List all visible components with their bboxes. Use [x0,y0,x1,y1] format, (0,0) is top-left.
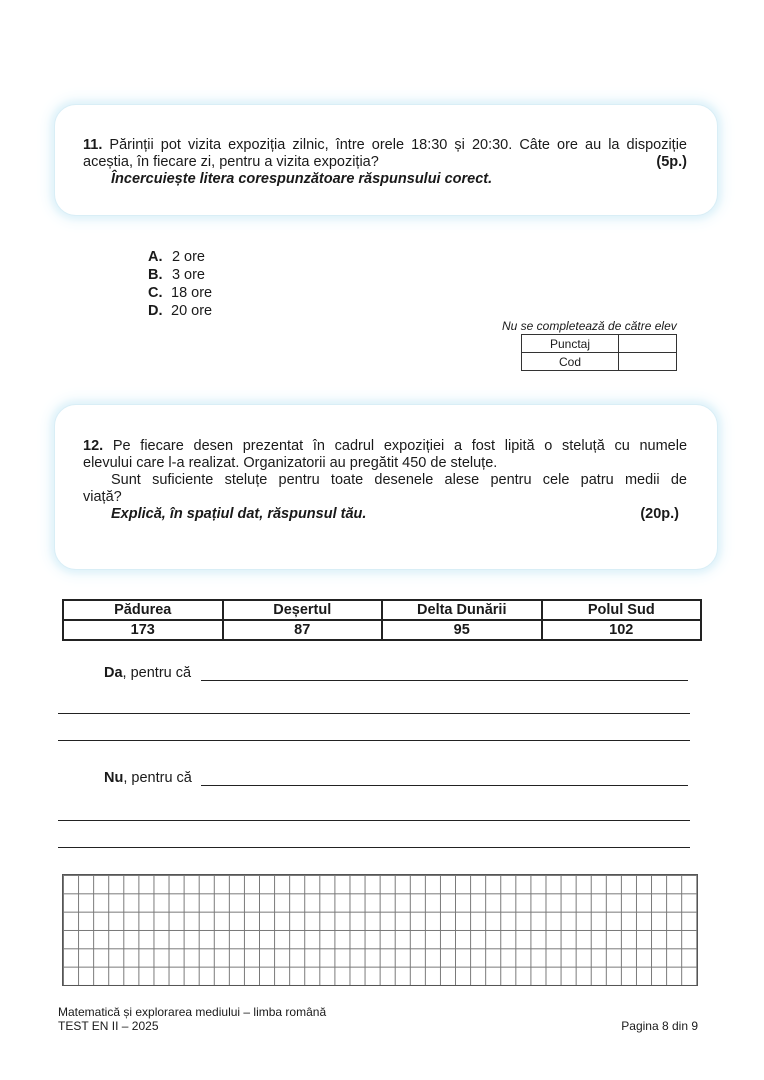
writing-line[interactable] [58,820,690,821]
question-12-line4: viață? [83,489,122,505]
table-header: Pădurea [63,600,223,620]
scoring-cell-cod [619,353,677,371]
answer-nu-line[interactable] [201,770,688,786]
question-12-number: 12. [83,438,104,454]
table-header: Polul Sud [542,600,702,620]
question-12-points: (20p.) [640,506,679,522]
question-12-box [54,404,718,570]
answer-nu-prompt [104,770,192,786]
scoring-label-punctaj: Punctaj [522,335,619,353]
answer-options [148,248,212,320]
table-cell: 102 [542,620,702,640]
question-12-line1: Pe fiecare desen prezentat în cadrul expoziției a fost lipită o steluță cu numele [112,438,688,454]
question-11-number: 11. [83,137,103,153]
work-grid[interactable] [62,874,698,986]
question-11-box [54,104,718,216]
scoring-table [521,334,677,371]
question-12-line3: Sunt suficiente steluțe pentru toate desenele alese pentru cele patru medii de [111,472,687,488]
question-12-instruction: Explică, în spațiul dat, răspunsul tău. [111,506,367,522]
question-11-line2: aceștia, în fiecare zi, pentru a vizita expoziția? [83,154,379,170]
answer-da-prompt [104,665,191,681]
writing-line[interactable] [58,713,690,714]
option-b[interactable]: B. 3 ore [148,267,205,283]
footer-subject: Matematică și explorarea mediului – limba română [58,1005,327,1019]
table-cell: 87 [223,620,383,640]
table-cell: 173 [63,620,223,640]
answer-da-line[interactable] [201,665,688,681]
scoring-note: Nu se completează de către elev [502,319,677,333]
table-header: Deșertul [223,600,383,620]
answer-da-suffix: , pentru că [122,665,192,681]
footer-test: TEST EN II – 2025 [58,1019,159,1033]
drawings-table [62,599,702,641]
question-12-text [83,438,687,523]
page-number: Pagina 8 din 9 [621,1019,698,1033]
answer-nu-word: Nu [104,770,124,786]
question-12-line2: elevului care l-a realizat. Organizatorii au pregătit 450 de steluțe. [83,455,498,471]
scoring-cell-punctaj [619,335,677,353]
writing-line[interactable] [58,740,690,741]
scoring-label-cod: Cod [522,353,619,371]
answer-da-word: Da [104,665,123,681]
option-a[interactable]: A. 2 ore [148,249,205,265]
question-11-text [83,137,687,188]
question-11-points: (5p.) [656,154,687,170]
footer [58,1005,326,1033]
table-cell: 95 [382,620,542,640]
question-11-instruction: Încercuiește litera corespunzătoare răspunsului corect. [111,171,493,187]
question-11-line1: Părinții pot vizita expoziția zilnic, între orele 18:30 și 20:30. Câte ore au la dispoziție [109,137,687,153]
table-header: Delta Dunării [382,600,542,620]
option-c[interactable]: C. 18 ore [148,285,213,301]
answer-nu-suffix: , pentru că [123,770,192,786]
writing-line[interactable] [58,847,690,848]
option-d[interactable]: D. 20 ore [148,303,213,319]
